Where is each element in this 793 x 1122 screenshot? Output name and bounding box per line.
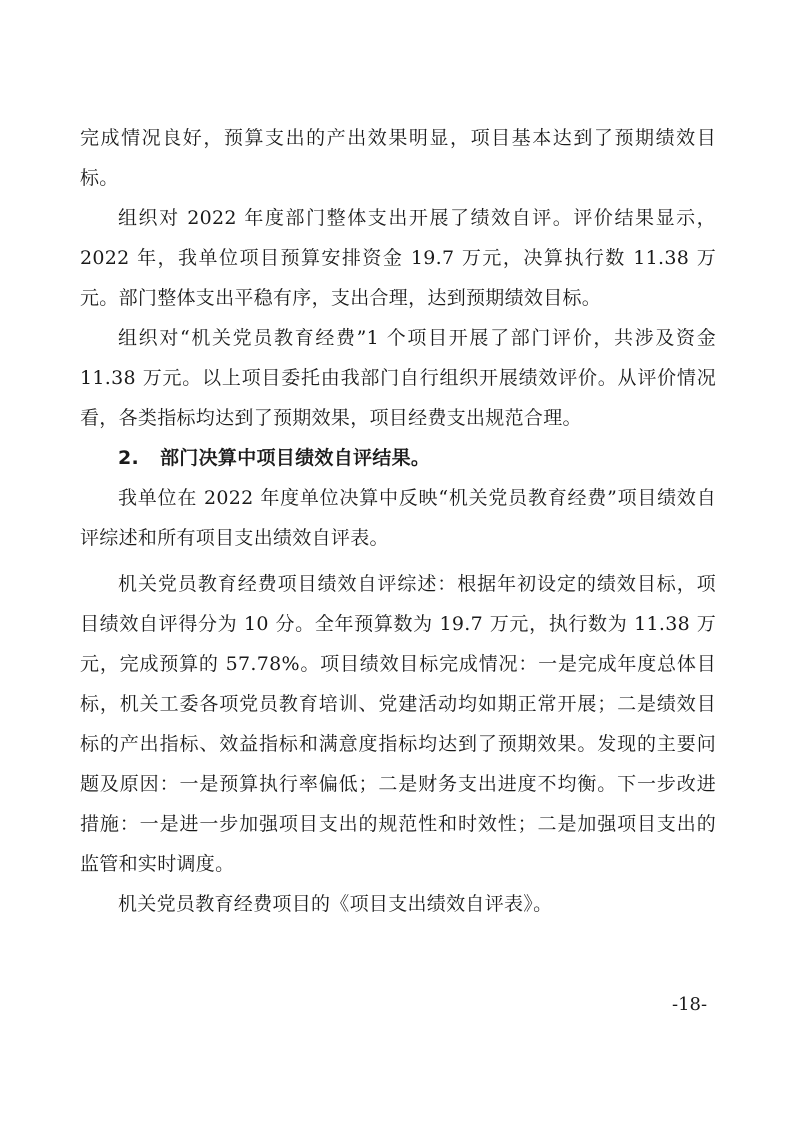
document-body bbox=[80, 118, 716, 924]
paragraph-self-evaluation-table: 机关党员教育经费项目的《项目支出绩效自评表》。 bbox=[118, 893, 553, 915]
paragraph-final-accounts: 我单位在 2022 年度单位决算中反映“机关党员教育经费”项目绩效自评综述和所有项目支出绩效自评表。 bbox=[80, 487, 716, 549]
section-heading-number: 2. bbox=[118, 447, 140, 469]
page-number: -18- bbox=[672, 994, 708, 1015]
section-heading-text: 部门决算中项目绩效自评结果。 bbox=[160, 447, 431, 469]
paragraph-department-evaluation: 组织对“机关党员教育经费”1 个项目开展了部门评价，共涉及资金 11.38 万元。以上项目委托由我部门自行组织开展绩效评价。从评价情况看，各类指标均达到了预期效果，项目经费支出规范合理。 bbox=[80, 327, 716, 429]
section-heading bbox=[80, 438, 716, 478]
paragraph-project-summary: 机关党员教育经费项目绩效自评综述：根据年初设定的绩效目标，项目绩效自评得分为 10 分。全年预算数为 19.7 万元，执行数为 11.38 万元，完成预算的 57.78%。项目绩效目标完成情况：一是完成年度总体目标，机关工委各项党员教育培训、党建活动均如期正常开展；二是绩效目标的产出指标、效益指标和满意度指标均达到了预期效果。发现的主要问题及原因：一是预算执行率偏低；二是财务支出进度不均衡。下一步改进措施：一是进一步加强项目支出的规范性和时效性；二是加强项目支出的监管和实时调度。 bbox=[80, 573, 716, 875]
paragraph-continuation: 完成情况良好，预算支出的产出效果明显，项目基本达到了预期绩效目标。 bbox=[80, 127, 716, 189]
paragraph-overall-evaluation: 组织对 2022 年度部门整体支出开展了绩效自评。评价结果显示，2022 年，我单位项目预算安排资金 19.7 万元，决算执行数 11.38 万元。部门整体支出平稳有序，支出合理，达到预期绩效目标。 bbox=[80, 207, 716, 309]
